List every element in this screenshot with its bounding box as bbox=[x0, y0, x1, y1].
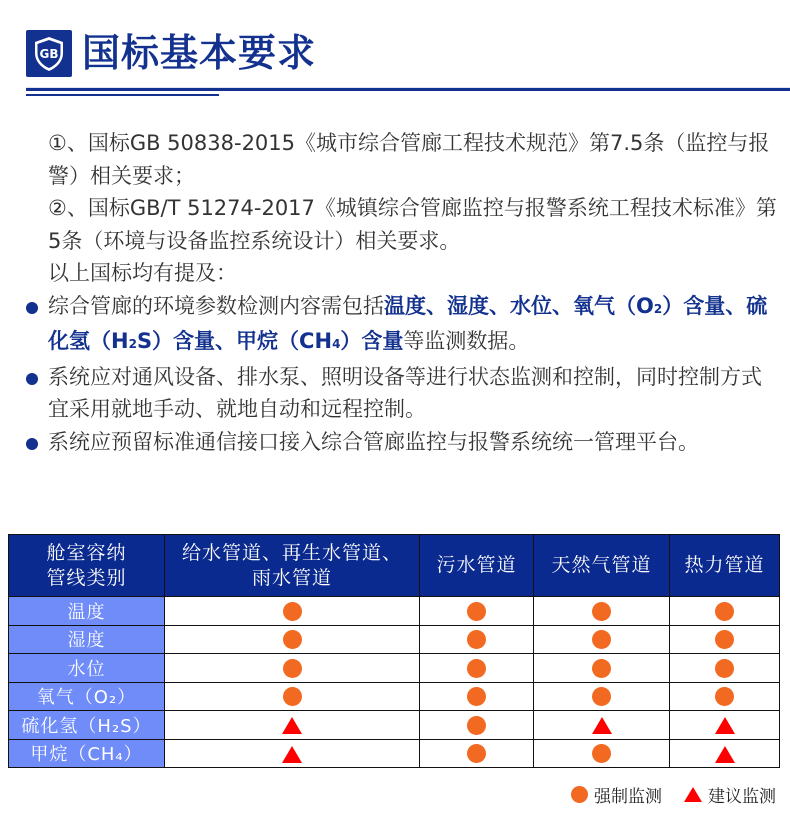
table-cell bbox=[165, 682, 420, 711]
red-triangle-icon bbox=[592, 717, 612, 734]
orange-circle-icon bbox=[715, 659, 734, 678]
table-cell bbox=[420, 654, 534, 683]
legend-mandatory: 强制监测 bbox=[571, 782, 662, 807]
table-row bbox=[9, 625, 780, 654]
table-cell bbox=[420, 625, 534, 654]
column-header-sewage: 污水管道 bbox=[420, 535, 534, 597]
table-cell bbox=[670, 682, 780, 711]
orange-circle-icon bbox=[467, 602, 486, 621]
table-cell bbox=[670, 739, 780, 768]
summary-line: 以上国标均有提及： bbox=[48, 261, 237, 285]
table-cell bbox=[165, 597, 420, 626]
bullet-dot-icon bbox=[26, 373, 38, 385]
page-title: 国标基本要求 bbox=[82, 31, 317, 75]
red-triangle-icon bbox=[684, 787, 702, 802]
table-cell bbox=[534, 711, 670, 740]
table-cell bbox=[420, 711, 534, 740]
table-row bbox=[9, 682, 780, 711]
standard-item-1: ①、国标GB 50838-2015《城市综合管廊工程技术规范》第7.5条（监控与报警）相关要求； bbox=[48, 131, 770, 188]
table-cell bbox=[670, 597, 780, 626]
table-cell bbox=[670, 711, 780, 740]
orange-circle-icon bbox=[283, 602, 302, 621]
table-cell bbox=[534, 739, 670, 768]
table-cell bbox=[534, 654, 670, 683]
bullet-dot-icon bbox=[26, 438, 38, 450]
orange-circle-icon bbox=[592, 744, 611, 763]
bullet-item-control: 系统应对通风设备、排水泵、照明设备等进行状态监测和控制，同时控制方式宜采用就地手动、就地自动和远程控制。 bbox=[48, 361, 778, 426]
monitoring-table-container bbox=[8, 534, 780, 768]
orange-circle-icon bbox=[592, 687, 611, 706]
highlight-parameters: 温度、湿度、水位、氧气（O2）含量、硫化氢（H2S）含量、甲烷（CH4）含量 bbox=[48, 293, 768, 353]
table-cell bbox=[165, 739, 420, 768]
table-cell bbox=[165, 625, 420, 654]
corner-header: 舱室容纳 管线类别 bbox=[9, 535, 165, 597]
legend-recommended: 建议监测 bbox=[684, 782, 776, 807]
title-underline-short bbox=[26, 94, 219, 96]
table-cell bbox=[534, 597, 670, 626]
orange-circle-icon bbox=[467, 716, 486, 735]
bullet-item-interface: 系统应预留标准通信接口接入综合管廊监控与报警系统统一管理平台。 bbox=[48, 426, 778, 459]
table-cell bbox=[670, 625, 780, 654]
title-underline bbox=[26, 88, 790, 91]
table-row bbox=[9, 597, 780, 626]
bullet-dot-icon bbox=[26, 302, 38, 314]
orange-circle-icon bbox=[467, 744, 486, 763]
orange-circle-icon bbox=[592, 602, 611, 621]
column-header-water-supply: 给水管道、再生水管道、 雨水管道 bbox=[165, 535, 420, 597]
table-cell bbox=[420, 597, 534, 626]
table-cell bbox=[165, 654, 420, 683]
legend bbox=[549, 782, 776, 807]
row-label: 湿度 bbox=[9, 625, 165, 654]
orange-circle-icon bbox=[571, 786, 588, 803]
row-label: 水位 bbox=[9, 654, 165, 683]
orange-circle-icon bbox=[715, 602, 734, 621]
row-label: 硫化氢（H₂S） bbox=[9, 711, 165, 740]
orange-circle-icon bbox=[592, 630, 611, 649]
table-row bbox=[9, 711, 780, 740]
orange-circle-icon bbox=[592, 659, 611, 678]
standard-item-2: ②、国标GB/T 51274-2017《城镇综合管廊监控与报警系统工程技术标准》第5条（环境与设备监控系统设计）相关要求。 bbox=[48, 196, 777, 253]
row-label: 温度 bbox=[9, 597, 165, 626]
table-row bbox=[9, 654, 780, 683]
requirements-body bbox=[48, 127, 778, 458]
orange-circle-icon bbox=[283, 659, 302, 678]
red-triangle-icon bbox=[715, 717, 735, 734]
row-label: 氧气（O₂） bbox=[9, 682, 165, 711]
orange-circle-icon bbox=[715, 630, 734, 649]
table-cell bbox=[420, 739, 534, 768]
table-cell bbox=[534, 625, 670, 654]
row-label: 甲烷（CH₄） bbox=[9, 739, 165, 768]
red-triangle-icon bbox=[282, 746, 302, 763]
gb-shield-icon bbox=[26, 30, 72, 77]
column-header-heat: 热力管道 bbox=[670, 535, 780, 597]
orange-circle-icon bbox=[467, 687, 486, 706]
red-triangle-icon bbox=[715, 746, 735, 763]
table-cell bbox=[670, 654, 780, 683]
table-header-row bbox=[9, 535, 780, 597]
orange-circle-icon bbox=[283, 630, 302, 649]
red-triangle-icon bbox=[282, 717, 302, 734]
orange-circle-icon bbox=[715, 687, 734, 706]
orange-circle-icon bbox=[467, 630, 486, 649]
bullet-item-parameters: 综合管廊的环境参数检测内容需包括温度、湿度、水位、氧气（O2）含量、硫化氢（H2S）含量、甲烷（CH4）含量等监测数据。 bbox=[48, 290, 778, 361]
table-cell bbox=[534, 682, 670, 711]
svg-text:GB: GB bbox=[39, 46, 59, 61]
orange-circle-icon bbox=[283, 687, 302, 706]
table-row bbox=[9, 739, 780, 768]
table-cell bbox=[165, 711, 420, 740]
column-header-natural-gas: 天然气管道 bbox=[534, 535, 670, 597]
orange-circle-icon bbox=[467, 659, 486, 678]
monitoring-table bbox=[8, 534, 780, 768]
table-cell bbox=[420, 682, 534, 711]
section-header bbox=[26, 30, 316, 77]
